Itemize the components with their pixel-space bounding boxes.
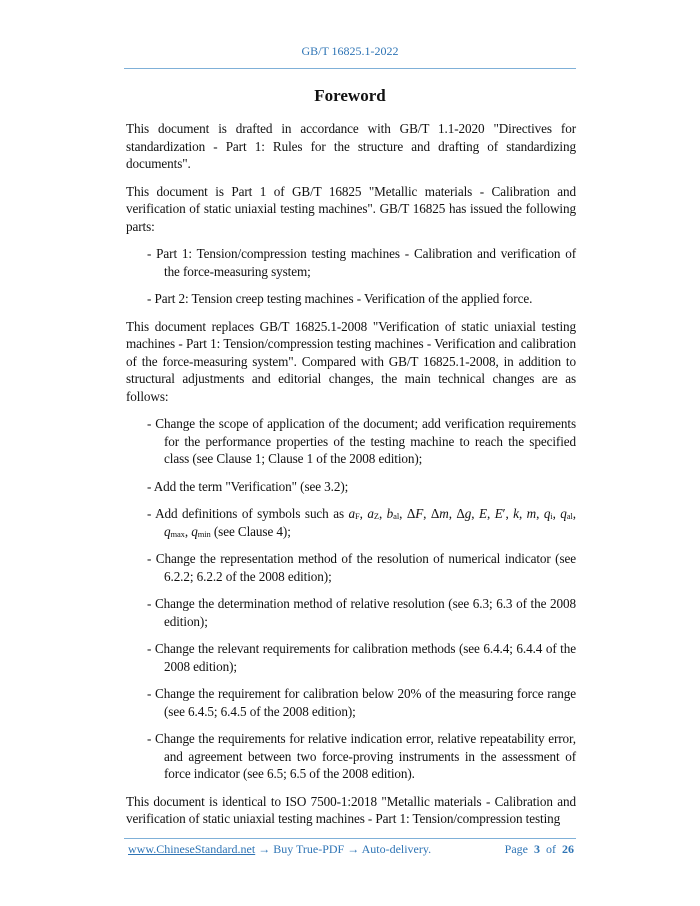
list-item: - Change the relevant requirements for calibration methods (see 6.4.4; 6.4.4 of the 2008 edition); xyxy=(147,641,576,674)
list-item: - Change the determination method of relative resolution (see 6.3; 6.3 of the 2008 edition); xyxy=(147,596,576,629)
running-header: GB/T 16825.1-2022 xyxy=(301,44,399,58)
list-item: - Add the term "Verification" (see 3.2); xyxy=(147,478,349,494)
page-indicator xyxy=(505,842,574,857)
paragraph: This document is identical to ISO 7500-1:2018 "Metallic materials - Calibration and verification of static uniaxial testing machines - Part 1: Tension/compression testing xyxy=(126,793,576,826)
page-total: 26 xyxy=(562,842,574,856)
list-item: - Change the requirement for calibration below 20% of the measuring force range (see 6.4.5; 6.4.5 of the 2008 edition); xyxy=(147,686,576,719)
paragraph: This document is drafted in accordance with GB/T 1.1-2020 "Directives for standardization - Part 1: Rules for the structure and drafting of standardizing documents". xyxy=(126,121,576,171)
footer-divider xyxy=(124,838,576,839)
paragraph: This document is Part 1 of GB/T 16825 "Metallic materials - Calibration and verification of static uniaxial testing machines". GB/T 16825 has issued the following parts: xyxy=(126,183,576,234)
paragraph: This document replaces GB/T 16825.1-2008 "Verification of static uniaxial testing machines - Part 1: Tension/compression testing machines - Verification and calibration of the force-measuring system". Compared with GB/T 16825.1-2008, in addition to structural adjustments and editorial changes, the main technical changes are as follows: xyxy=(126,318,576,404)
page-number: 3 xyxy=(534,842,540,856)
list-item: - Change the requirements for relative indication error, relative repeatability error, and agreement between two force-proving instruments in the assessment of force indicator (see 6.5; 6.5 of the 2008 edition). xyxy=(147,731,576,781)
footer xyxy=(128,842,574,860)
list-item: - Change the scope of application of the document; add verification requirements for the performance properties of the testing machine to reach the specified class (see Clause 1; Clause 1 of the 2008 edition); xyxy=(147,416,576,466)
list-item: - Part 2: Tension creep testing machines - Verification of the applied force. xyxy=(147,291,533,306)
website-link[interactable]: www.ChineseStandard.net xyxy=(128,842,256,856)
page-label: Page xyxy=(504,842,528,856)
page-title: Foreword xyxy=(314,86,386,105)
header-divider xyxy=(124,68,576,69)
list-item: - Part 1: Tension/compression testing machines - Calibration and verification of the force-measuring system; xyxy=(147,246,576,279)
footer-tagline: → Buy True-PDF → Auto-delivery. xyxy=(255,842,432,856)
symbols-tail: (see Clause 4); xyxy=(213,523,291,539)
of-label: of xyxy=(546,842,556,856)
list-item-symbols: - Add definitions of symbols such as $a_F$, $a_Z$, $b_{al}$, ΔF, Δm, Δg, E, E′, k, m, $q_i$, $q_{al}$, $q_{max}$, $q_{min}$ (see Clause 4); xyxy=(147,506,576,539)
list-item: - Change the representation method of the resolution of numerical indicator (see 6.2.2; 6.2.2 of the 2008 edition); xyxy=(147,551,576,584)
symbols-intro: - Add definitions of symbols such as xyxy=(147,506,344,521)
document-body xyxy=(126,120,576,838)
